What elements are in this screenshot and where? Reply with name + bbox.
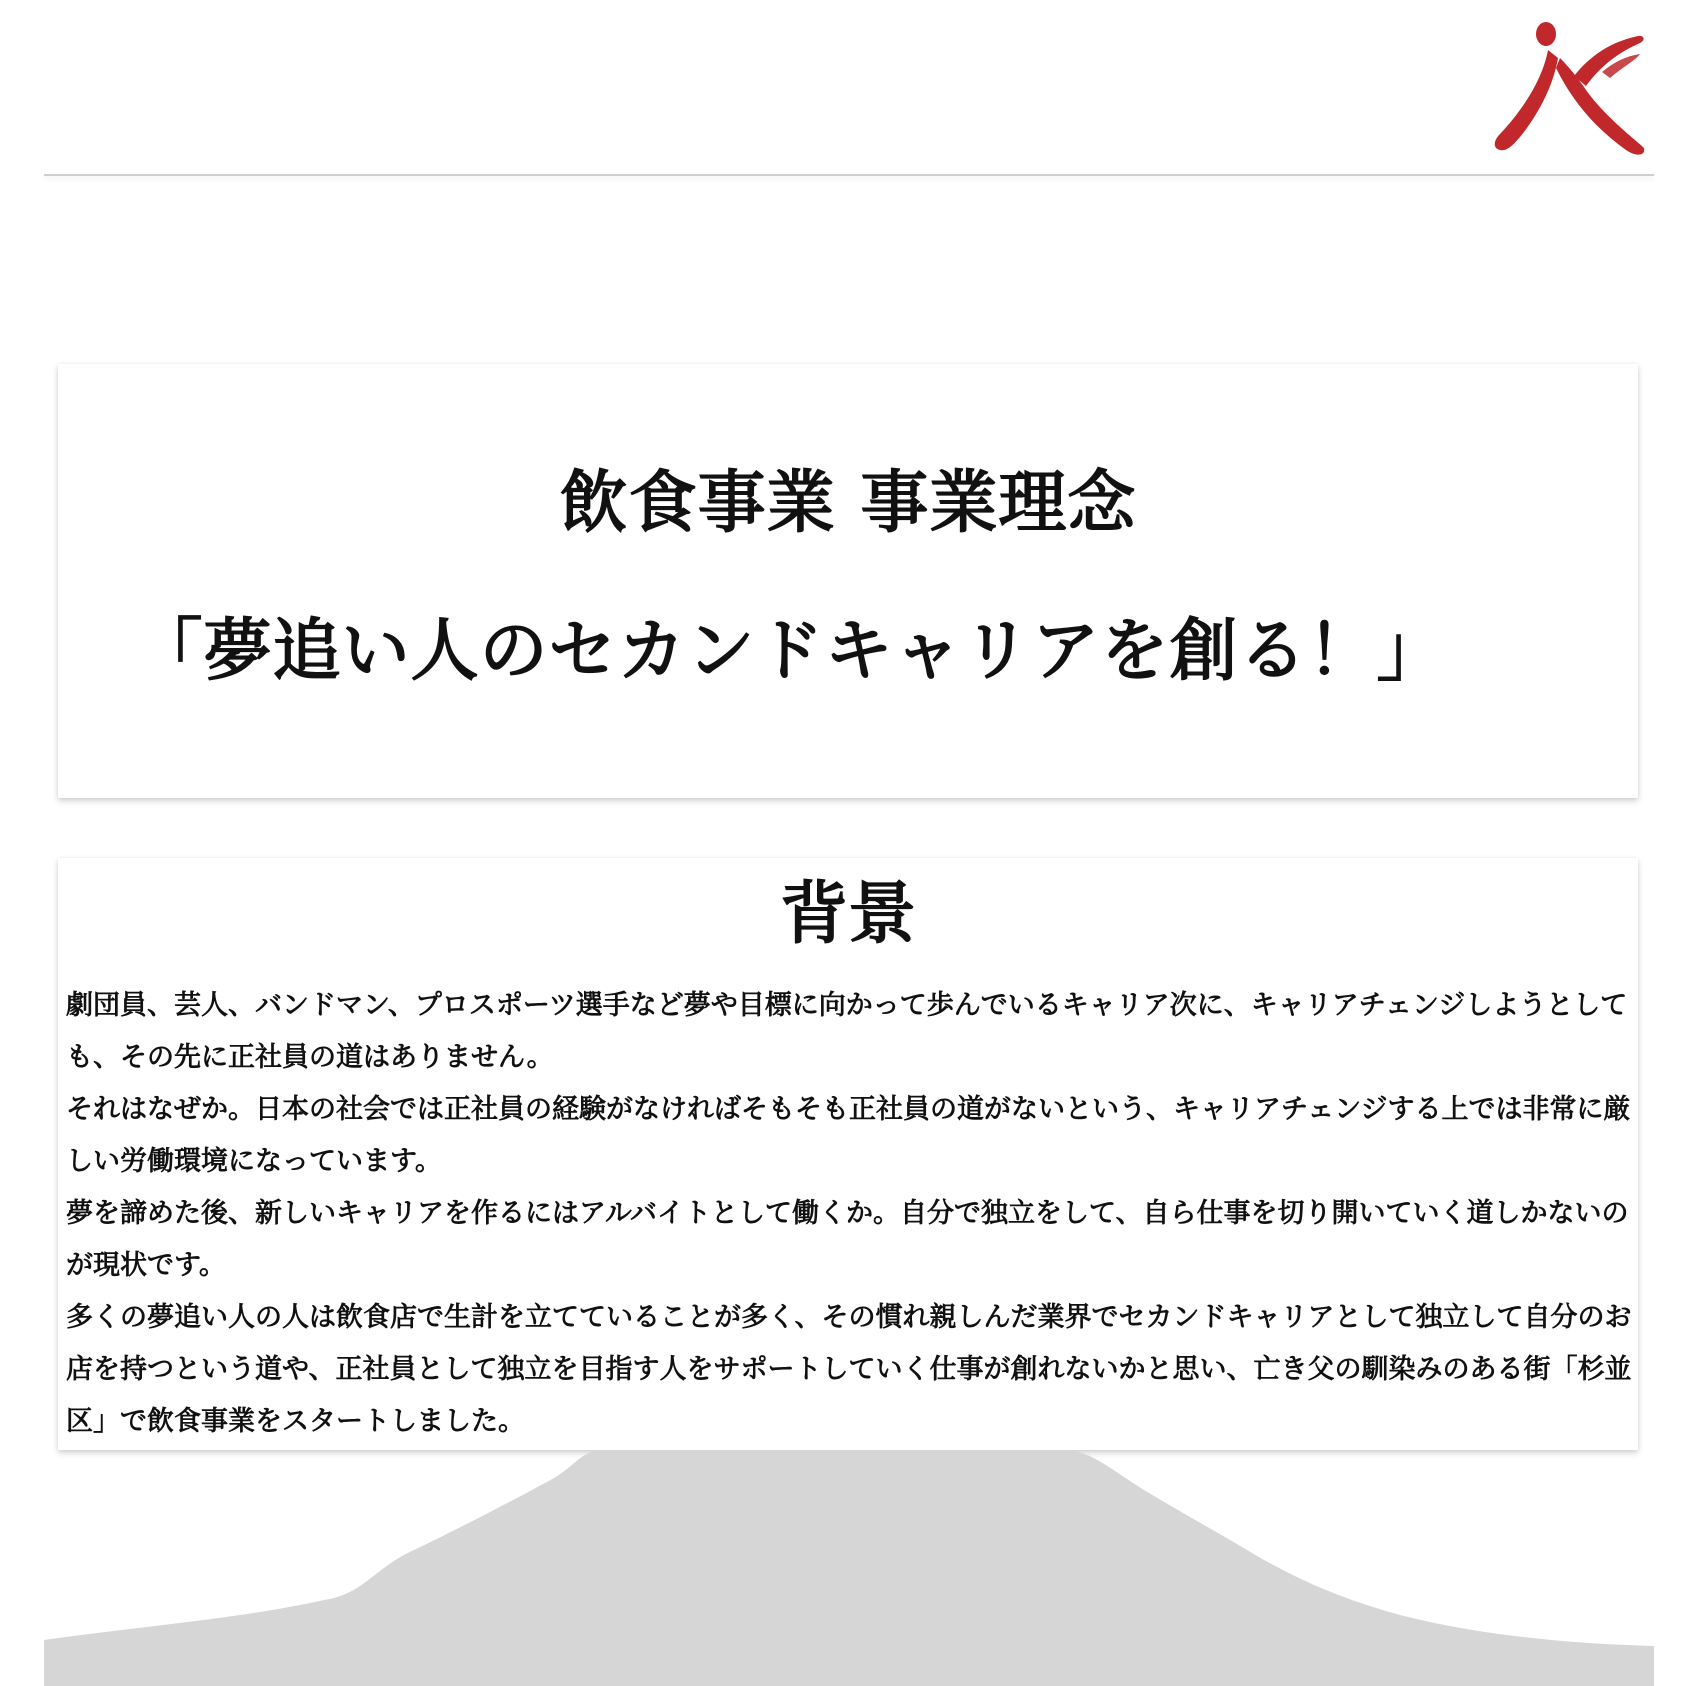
background-paragraph: 劇団員、芸人、バンドマン、プロスポーツ選手など夢や目標に向かって歩んでいるキャリア次に、キャリアチェンジしようとしても、その先に正社員の道はありません。: [66, 990, 1628, 1073]
mountain-silhouette-icon: [44, 1440, 1654, 1686]
background-paragraph: 夢を諦めた後、新しいキャリアを作るにはアルバイトとして働くか。自分で独立をして、自ら仕事を切り開いていく道しかないのが現状です。: [66, 1198, 1629, 1281]
background-body: [66, 980, 1634, 1448]
mission-card: [58, 364, 1638, 798]
brush-person-logo-icon[interactable]: [1486, 12, 1648, 162]
background-heading: 背景: [779, 875, 916, 954]
header-divider: [44, 174, 1654, 176]
mission-slogan: 「夢追い人のセカンドキャリアを創る！」: [134, 612, 1446, 691]
background-paragraph: それはなぜか。日本の社会では正社員の経験がなければそもそも正社員の道がないという、キャリアチェンジする上では非常に厳しい労働環境になっています。: [66, 1094, 1631, 1177]
mission-title: 飲食事業 事業理念: [559, 464, 1137, 543]
background-card: [58, 858, 1638, 1450]
background-paragraph: 多くの夢追い人の人は飲食店で生計を立てていることが多く、その慣れ親しんだ業界でセカンドキャリアとして独立して自分のお店を持つという道や、正社員として独立を目指す人をサポートしていく仕事が創れないかと思い、亡き父の馴染みのある街「杉並区」で飲食事業をスタートしました。: [66, 1302, 1632, 1437]
site-header: [0, 0, 1686, 176]
